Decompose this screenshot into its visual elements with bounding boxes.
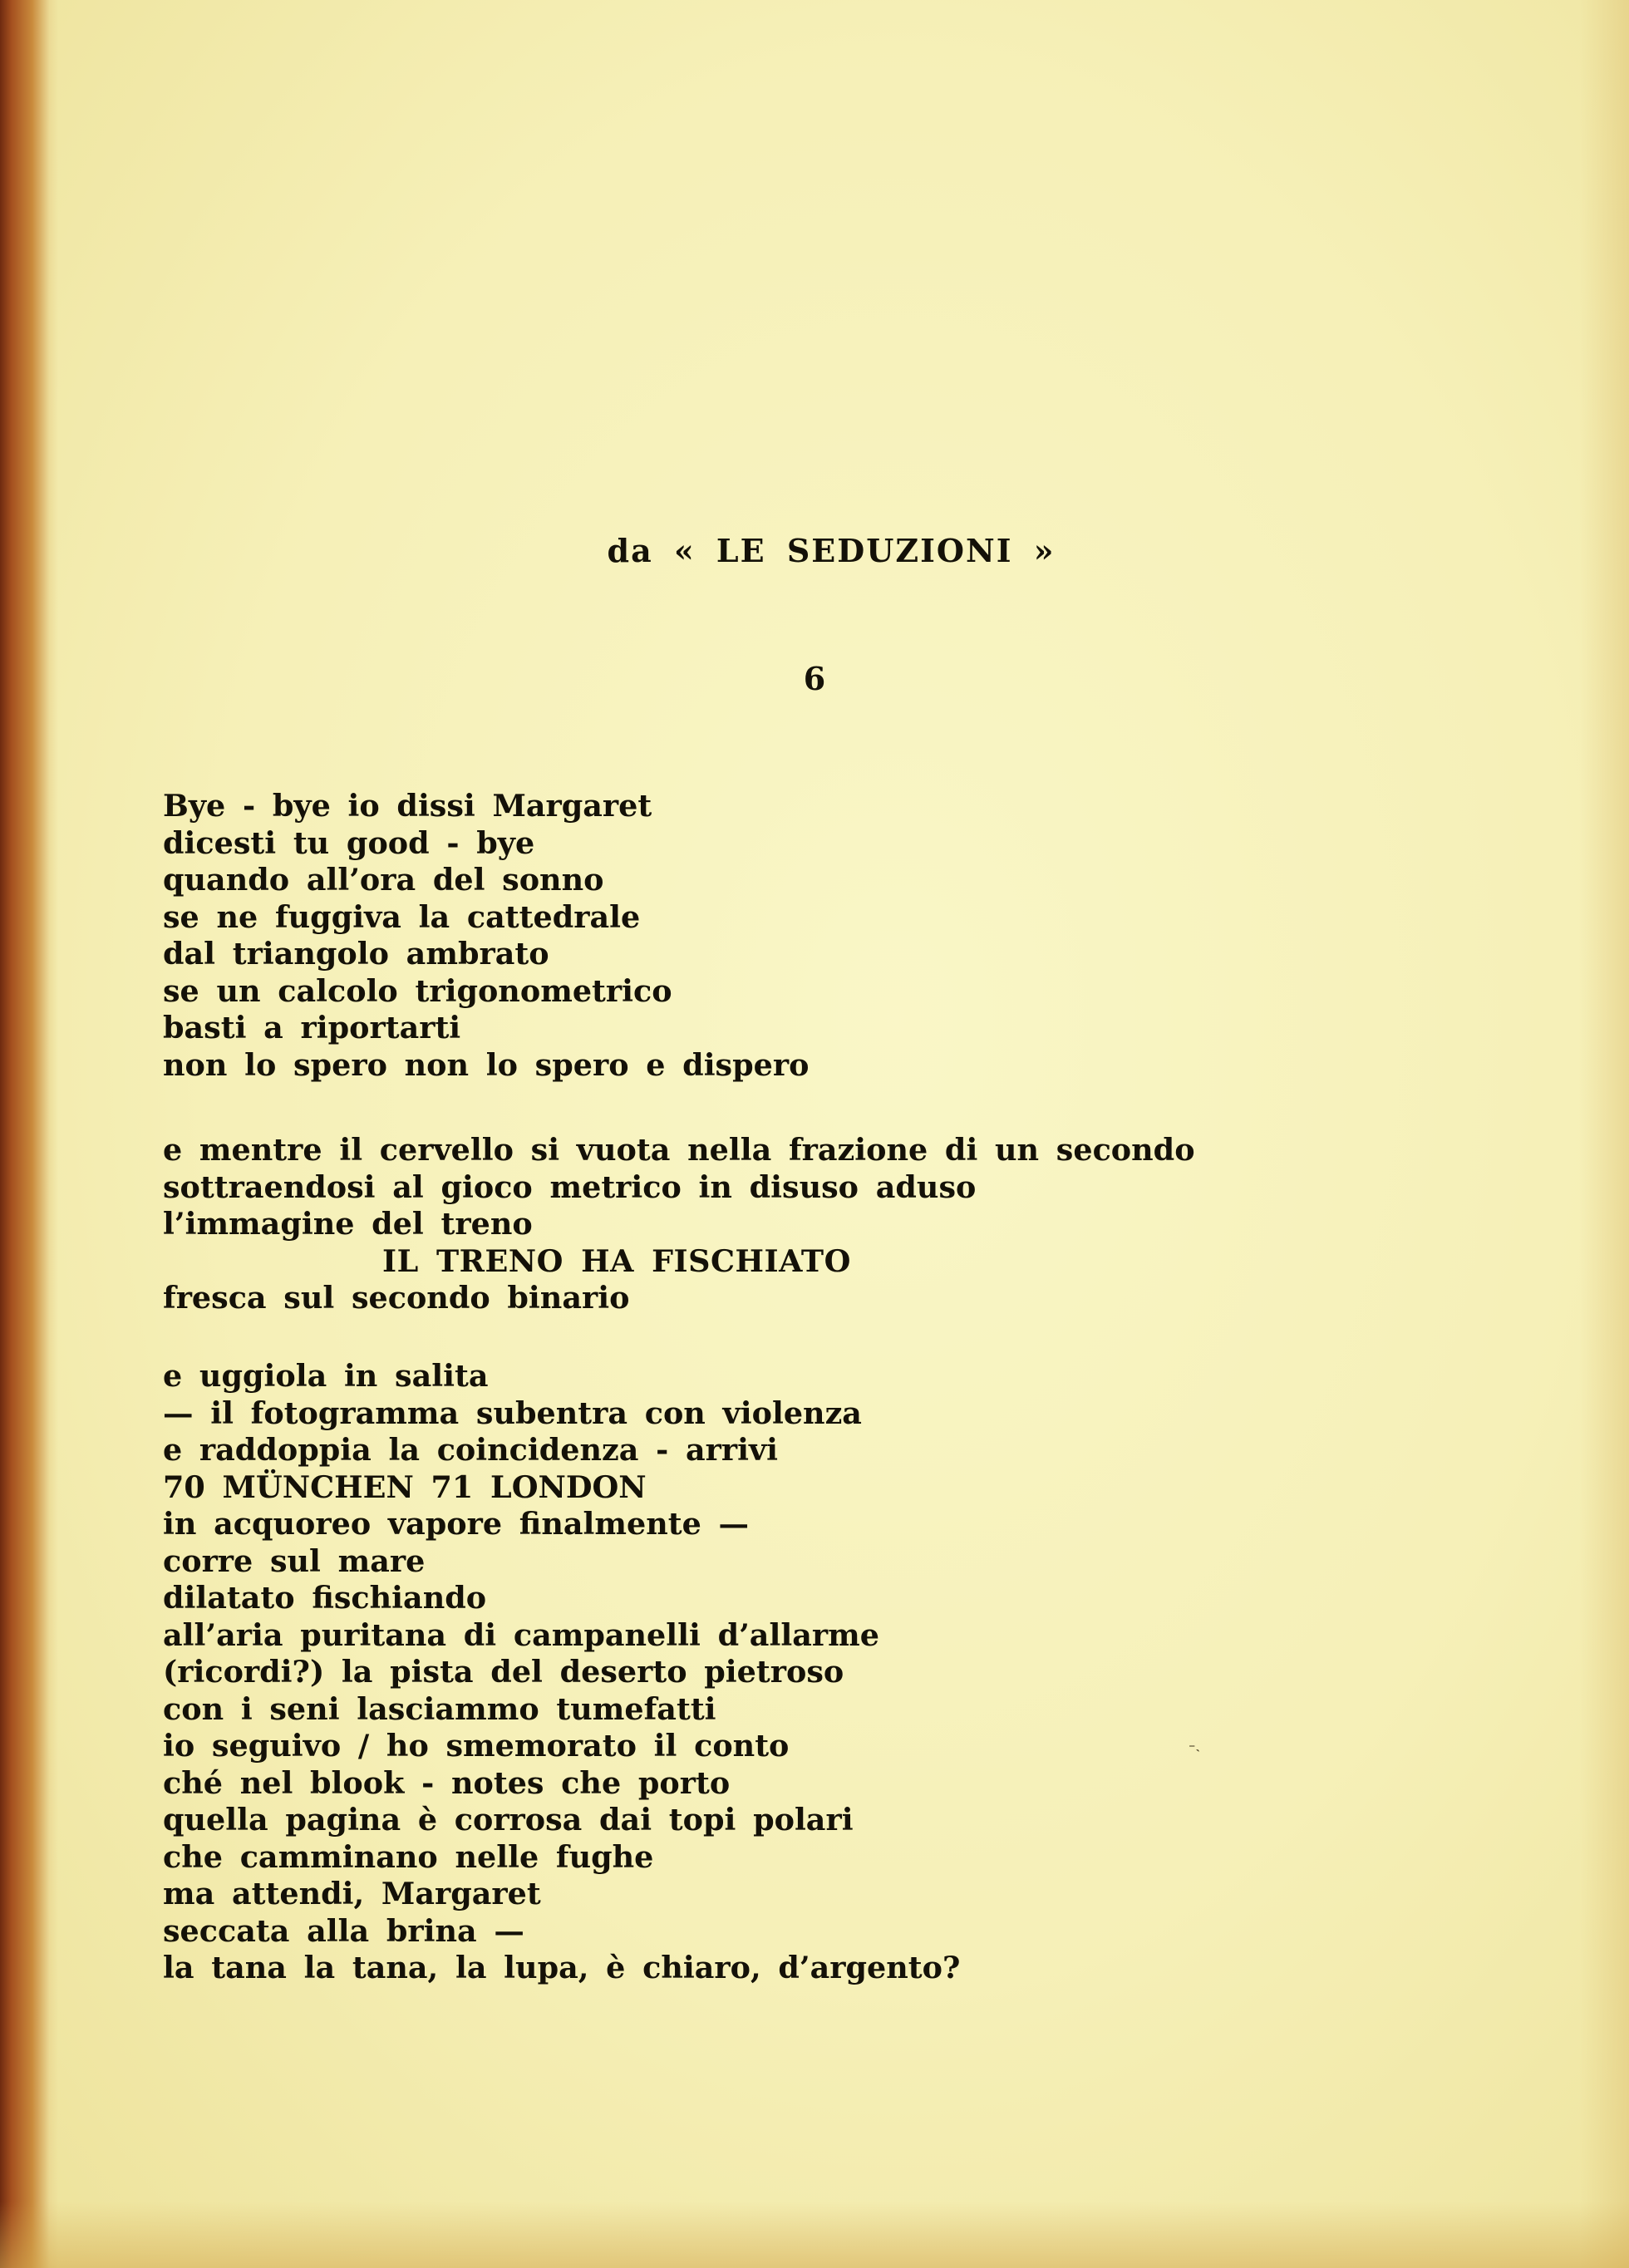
poem-line: in acquoreo vapore finalmente — bbox=[163, 1506, 750, 1542]
poem-line: la tana la tana, la lupa, è chiaro, d’argento? bbox=[163, 1950, 961, 1985]
poem-line: ma attendi, Margaret bbox=[163, 1876, 541, 1911]
poem-line-caps: IL TRENO HA FISCHIATO bbox=[382, 1242, 851, 1279]
poem-line: fresca sul secondo binario bbox=[163, 1280, 630, 1316]
poem-line: corre sul mare bbox=[163, 1542, 426, 1579]
poem-line: e raddoppia la coincidenza - arrivi bbox=[163, 1432, 779, 1468]
page-bottom-shadow bbox=[0, 2202, 1629, 2268]
ink-speck: ⁻˴ bbox=[1189, 1740, 1200, 1756]
stanza-1 bbox=[163, 788, 809, 1084]
poem-line: se un calcolo trigonometrico bbox=[163, 972, 672, 1009]
poem-line: — il fotogramma subentra con violenza bbox=[163, 1395, 862, 1431]
poem-line: che camminano nelle fughe bbox=[163, 1838, 654, 1875]
poem-line: dilatato fischiando bbox=[163, 1580, 487, 1616]
poem-line: non lo spero non lo spero e dispero bbox=[163, 1046, 810, 1083]
poem-line: 70 MÜNCHEN 71 LONDON bbox=[163, 1469, 647, 1505]
poem-line: basti a riportarti bbox=[163, 1010, 461, 1045]
poem-line: all’aria puritana di campanelli d’allarme bbox=[163, 1616, 879, 1653]
poem-line: io seguivo / ho smemorato il conto bbox=[163, 1728, 790, 1764]
stanza-3 bbox=[163, 1358, 960, 1987]
poem-line: l’immagine del treno bbox=[163, 1206, 533, 1242]
poem-line: ché nel blook - notes che porto bbox=[163, 1764, 731, 1801]
poem-line: (ricordi?) la pista del deserto pietroso bbox=[163, 1654, 844, 1690]
poem-line: seccata alla brina — bbox=[163, 1912, 524, 1949]
poem-line: quella pagina è corrosa dai topi polari bbox=[163, 1802, 854, 1838]
poem-line: dicesti tu good - bye bbox=[163, 824, 535, 861]
poem-line: se ne fuggiva la cattedrale bbox=[163, 898, 641, 935]
page-right-shadow bbox=[1579, 0, 1629, 2268]
section-number: 6 bbox=[803, 660, 826, 697]
poem-line: dal triangolo ambrato bbox=[163, 936, 549, 972]
page-binding-edge bbox=[0, 0, 58, 2268]
stanza-2 bbox=[163, 1132, 1195, 1317]
poem-line: e mentre il cervello si vuota nella frazione di un secondo bbox=[163, 1132, 1195, 1168]
poem-line: sottraendosi al gioco metrico in disuso aduso bbox=[163, 1168, 977, 1205]
poem-line: con i seni lasciammo tumefatti bbox=[163, 1690, 716, 1727]
poem-title: da « LE SEDUZIONI » bbox=[607, 532, 1056, 569]
poem-line: quando all’ora del sonno bbox=[163, 862, 604, 898]
poem-line: Bye - bye io dissi Margaret bbox=[163, 788, 652, 824]
poem-line: e uggiola in salita bbox=[163, 1358, 489, 1394]
